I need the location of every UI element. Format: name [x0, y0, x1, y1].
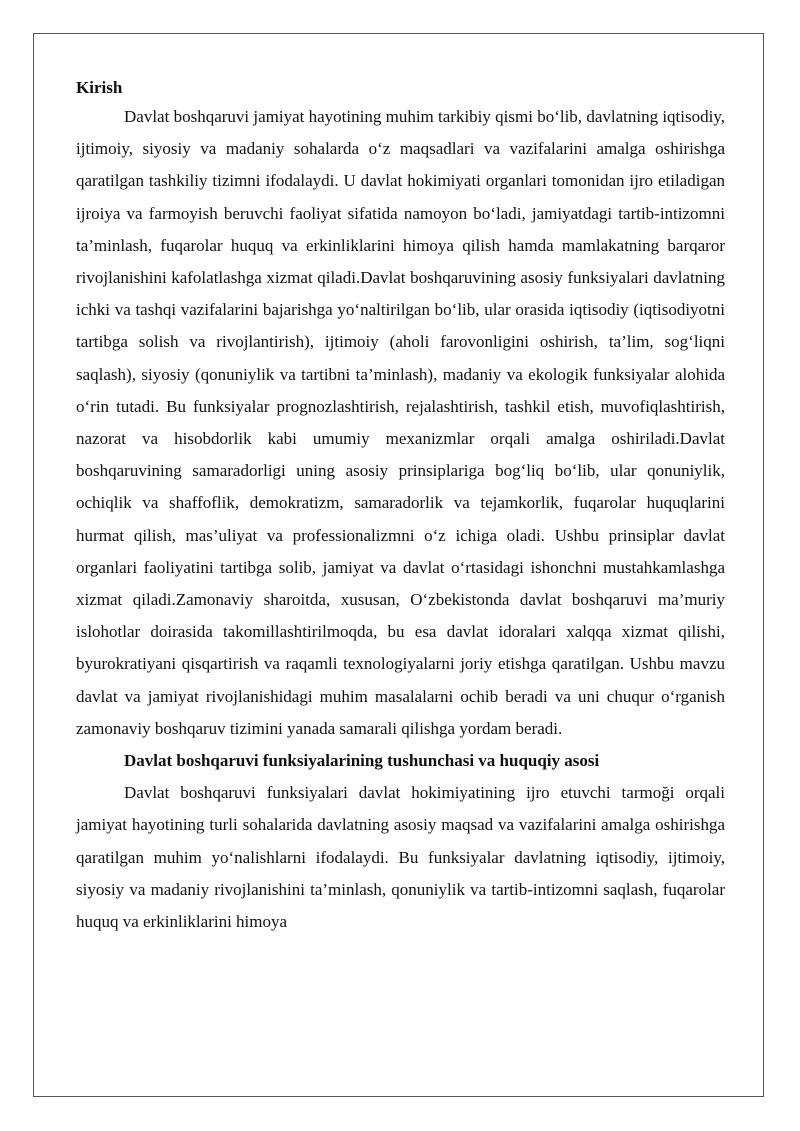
- intro-heading: Kirish: [76, 78, 123, 97]
- intro-paragraph: Davlat boshqaruvi jamiyat hayotining muhim tarkibiy qismi bo‘lib, davlatning iqtisodiy, ijtimoiy, siyosiy va madaniy sohalarda o‘z maqsadlari va vazifalarini amalga oshirishga qaratilgan tashkiliy tizimni ifodalaydi. U davlat hokimiyati organlari tomonidan ijro etiladigan ijroiya va farmoyish beruvchi faoliyat sifatida namoyon bo‘ladi, jamiyatdagi tartib-intizomni ta’minlash, fuqarolar huquq va erkinliklarini himoya qilish hamda mamlakatning barqaror rivojlanishini kafolatlashga xizmat qiladi.Davlat boshqaruvining asosiy funksiyalari davlatning ichki va tashqi vazifalarini bajarishga yo‘naltirilgan bo‘lib, ular orasida iqtisodiy (iqtisodiyotni tartibga solish va rivojlantirish), ijtimoiy (aholi farovonligini oshirish, ta’lim, sog‘liqni saqlash), siyosiy (qonuniylik va tartibni ta’minlash), madaniy va ekologik funksiyalar alohida o‘rin tutadi. Bu funksiyalar prognozlashtirish, rejalashtirish, tashkil etish, muvofiqlashtirish, nazorat va hisobdorlik kabi umumiy mexanizmlar orqali amalga oshiriladi.Davlat boshqaruvining samaradorligi uning asosiy prinsiplariga bog‘liq bo‘lib, ular qonuniylik, ochiqlik va shaffoflik, demokratizm, samaradorlik va tejamkorlik, fuqarolar huquqlarini hurmat qilish, mas’uliyat va professionalizmni o‘z ichiga oladi. Ushbu prinsiplar davlat organlari faoliyatini tartibga solib, jamiyat va davlat o‘rtasidagi ishonchni mustahkamlashga xizmat qiladi.Zamonaviy sharoitda, xususan, O‘zbekistonda davlat boshqaruvi ma’muriy islohotlar doirasida takomillashtirilmoqda, bu esa davlat idoralari xalqqa xizmat qilishi, byurokratiyani qisqartirish va raqamli texnologiyalarni joriy etishga qaratilgan. Ushbu mavzu davlat va jamiyat rivojlanishidagi muhim masalalarni ochib beradi va uni chuqur o‘rganish zamonaviy boshqaruv tizimini yanada samarali qilishga yordam beradi.: [76, 107, 725, 738]
- document-body: [76, 75, 725, 938]
- section-paragraph: Davlat boshqaruvi funksiyalari davlat hokimiyatining ijro etuvchi tarmoği orqali jamiyat hayotining turli sohalarida davlatning asosiy maqsad va vazifalarini amalga oshirishga qaratilgan muhim yo‘nalishlarni ifodalaydi. Bu funksiyalar davlatning iqtisodiy, ijtimoiy, siyosiy va madaniy rivojlanishini ta’minlash, qonuniylik va tartib-intizomni saqlash, fuqarolar huquq va erkinliklarini himoya: [76, 783, 725, 932]
- section-heading: Davlat boshqaruvi funksiyalarining tushunchasi va huquqiy asosi: [124, 751, 600, 771]
